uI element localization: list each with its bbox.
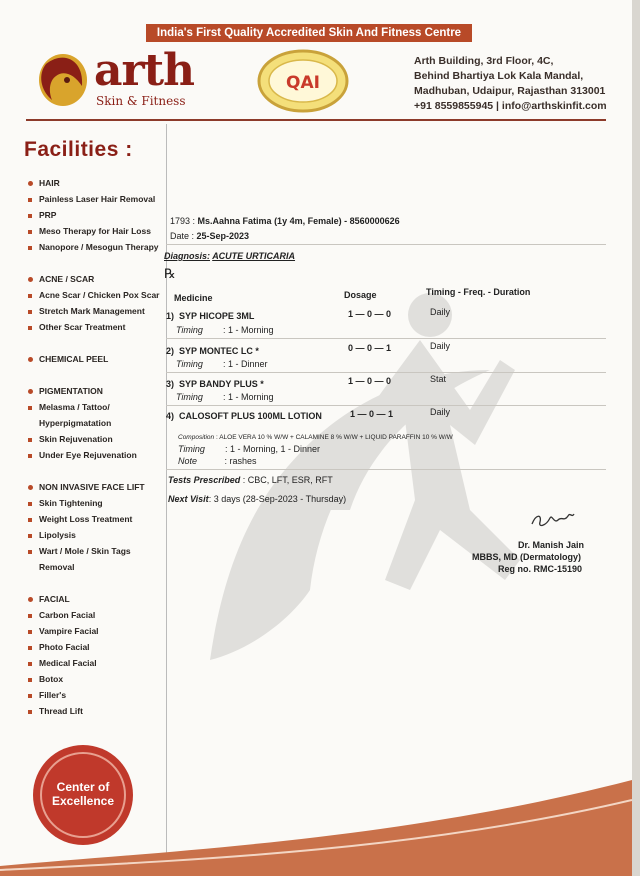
facility-label: Lipolysis (39, 530, 76, 540)
square-bullet-icon (28, 310, 32, 314)
square-bullet-icon (28, 678, 32, 682)
medicine-name: CALOSOFT PLUS 100ML LOTION (179, 411, 322, 421)
section-chemical-peel (28, 354, 108, 364)
composition-label: Composition (178, 434, 215, 441)
medicine-number: 4) (166, 411, 175, 421)
patient-info: 1793 : Ms.Aahna Fatima (1y 4m, Female) - 8560000626 (170, 216, 400, 226)
timing-value: : 1 - Morning, 1 - Dinner (224, 444, 320, 454)
diagnosis (164, 251, 295, 261)
next-visit-value: : 3 days (28-Sep-2023 - Thursday) (208, 494, 347, 504)
facility-label: Wart / Mole / Skin Tags (39, 546, 131, 556)
badge-text (30, 780, 136, 808)
square-bullet-icon (28, 614, 32, 618)
facility-label: Other Scar Treatment (39, 322, 126, 332)
square-bullet-icon (28, 454, 32, 458)
qai-seal-icon (256, 48, 350, 114)
medicine-frequency: Daily (430, 307, 451, 317)
badge-line: Center of (56, 780, 110, 794)
contact-line: +91 8559855945 | info@arthskinfit.com (414, 100, 607, 112)
facility-item-continued (39, 418, 111, 428)
medicine-frequency: Stat (430, 374, 447, 384)
medicine-timing (178, 444, 320, 454)
column-medicine: Medicine (174, 293, 213, 303)
square-bullet-icon (28, 438, 32, 442)
facility-item (28, 530, 76, 540)
timing-label: Timing (176, 359, 203, 369)
brand-logo-subtitle: Skin & Fitness (96, 94, 186, 108)
tests-prescribed (168, 475, 333, 485)
section-label: CHEMICAL PEEL (39, 354, 109, 364)
square-bullet-icon (28, 294, 32, 298)
facility-item (28, 690, 66, 700)
facility-item-continued (39, 562, 74, 572)
facility-label: Nanopore / Mesogun Therapy (39, 242, 159, 252)
facility-label: Skin Rejuvenation (39, 434, 113, 444)
facility-item (28, 642, 90, 652)
square-bullet-icon (28, 710, 32, 714)
medicine-note (178, 456, 257, 466)
medicine-frequency: Daily (430, 341, 451, 351)
square-bullet-icon (28, 246, 32, 250)
medicine-timing (176, 359, 267, 369)
row-divider (166, 469, 606, 470)
facility-label: Vampire Facial (39, 626, 99, 636)
facility-label: Photo Facial (39, 642, 90, 652)
facility-item (28, 658, 97, 668)
medicine-dosage: 1 — 0 — 0 (348, 376, 392, 386)
bullet-icon (28, 485, 33, 490)
medicine-frequency: Daily (430, 407, 451, 417)
tests-label: Tests Prescribed (168, 475, 241, 485)
section-pigmentation (28, 386, 103, 396)
next-visit-label: Next Visit (168, 494, 209, 504)
facility-item (28, 290, 159, 300)
square-bullet-icon (28, 550, 32, 554)
section-facial (28, 594, 70, 604)
address-line: Madhuban, Udaipur, Rajasthan 313001 (414, 85, 606, 97)
medicine-row (166, 411, 322, 421)
facility-label: Melasma / Tattoo/ (39, 402, 110, 412)
section-label: ACNE / SCAR (39, 274, 95, 284)
timing-value: : 1 - Morning (222, 392, 274, 402)
diagnosis-value: ACUTE URTICARIA (212, 251, 296, 261)
brand-logo-text: arth (94, 45, 195, 96)
timing-label: Timing (176, 392, 203, 402)
facilities-sidebar (24, 138, 164, 162)
section-hair (28, 178, 60, 188)
medicine-timing (176, 392, 273, 402)
medicine-name: SYP BANDY PLUS * (179, 379, 264, 389)
header-divider (26, 119, 606, 121)
row-divider (166, 405, 606, 406)
bullet-icon (28, 181, 33, 186)
timing-label: Timing (178, 444, 205, 454)
facility-label: Medical Facial (39, 658, 97, 668)
facility-item (28, 434, 113, 444)
facility-item (28, 450, 137, 460)
section-label: PIGMENTATION (39, 386, 103, 396)
square-bullet-icon (28, 630, 32, 634)
facility-label: Removal (39, 562, 75, 572)
column-timing: Timing - Freq. - Duration (426, 287, 531, 297)
facility-label: Acne Scar / Chicken Pox Scar (39, 290, 160, 300)
facility-label: Thread Lift (39, 706, 83, 716)
facility-item (28, 498, 103, 508)
facility-item (28, 402, 110, 412)
facility-label: Filler's (39, 690, 67, 700)
facility-item (28, 242, 159, 252)
sidebar-divider (166, 124, 167, 854)
square-bullet-icon (28, 662, 32, 666)
facility-label: Under Eye Rejuvenation (39, 450, 137, 460)
date-label: Date (170, 231, 190, 241)
timing-value: : 1 - Dinner (222, 359, 268, 369)
facility-label: Skin Tightening (39, 498, 103, 508)
facilities-title: Facilities : (24, 138, 133, 161)
date-value: 25-Sep-2023 (196, 231, 250, 241)
tests-value: : CBC, LFT, ESR, RFT (242, 475, 333, 485)
medicine-dosage: 1 — 0 — 0 (348, 309, 392, 319)
medicine-row (166, 311, 254, 321)
note-label: Note (178, 456, 198, 466)
facility-item (28, 322, 125, 332)
doctor-degree: MBBS, MD (Dermatology) (472, 552, 582, 562)
square-bullet-icon (28, 326, 32, 330)
facility-item (28, 706, 83, 716)
facility-label: PRP (39, 210, 57, 220)
facility-item (28, 674, 63, 684)
medicine-number: 2) (166, 346, 175, 356)
row-divider (166, 372, 606, 373)
rx-symbol-icon: ℞ (164, 266, 176, 281)
patient-id: 1793 (170, 216, 191, 226)
facility-label: Botox (39, 674, 64, 684)
accreditation-banner: India's First Quality Accredited Skin And Fitness Centre (146, 24, 472, 42)
facility-label: Meso Therapy for Hair Loss (39, 226, 151, 236)
seal-label: QAI (286, 73, 320, 93)
section-face-lift (28, 482, 145, 492)
note-value: : rashes (224, 456, 257, 466)
square-bullet-icon (28, 518, 32, 522)
section-acne-scar (28, 274, 94, 284)
facility-item (28, 210, 56, 220)
square-bullet-icon (28, 502, 32, 506)
section-label: FACIAL (39, 594, 70, 604)
doctor-signature-icon (528, 508, 576, 532)
facility-item (28, 610, 95, 620)
bullet-icon (28, 357, 33, 362)
square-bullet-icon (28, 214, 32, 218)
facility-item (28, 194, 155, 204)
clinic-address (414, 54, 614, 114)
diagnosis-label: Diagnosis: (164, 251, 211, 261)
square-bullet-icon (28, 230, 32, 234)
bullet-icon (28, 597, 33, 602)
row-divider (166, 338, 606, 339)
column-dosage: Dosage (344, 290, 377, 300)
square-bullet-icon (28, 198, 32, 202)
doctor-name: Dr. Manish Jain (518, 540, 585, 550)
badge-line: Excellence (51, 794, 115, 808)
facility-item (28, 514, 132, 524)
medicine-dosage: 0 — 0 — 1 (348, 343, 392, 353)
medicine-timing (176, 325, 273, 335)
timing-value: : 1 - Morning (222, 325, 274, 335)
medicine-dosage: 1 — 0 — 1 (350, 409, 394, 419)
facility-label: Weight Loss Treatment (39, 514, 133, 524)
facility-item (28, 626, 99, 636)
square-bullet-icon (28, 694, 32, 698)
visit-date: Date : 25-Sep-2023 (170, 231, 250, 241)
doctor-registration: Reg no. RMC-15190 (498, 564, 583, 574)
arth-face-logo-icon (34, 50, 92, 108)
patient-name: Ms.Aahna Fatima (1y 4m, Female) - 8560000626 (197, 216, 400, 226)
facility-item (28, 306, 145, 316)
section-label: NON INVASIVE FACE LIFT (39, 482, 145, 492)
medicine-row (166, 379, 264, 389)
patient-divider (166, 244, 606, 245)
timing-label: Timing (176, 325, 203, 335)
medicine-name: SYP HICOPE 3ML (179, 311, 255, 321)
bullet-icon (28, 277, 33, 282)
runner-watermark-icon (170, 260, 570, 680)
facility-label: Hyperpigmatation (39, 418, 112, 428)
medicine-composition (178, 434, 453, 441)
composition-value: : ALOE VERA 10 % W/W + CALAMINE 8 % W/W + LIQUID PARAFFIN 10 % W/W (215, 434, 453, 441)
medicine-number: 3) (166, 379, 175, 389)
address-line: Behind Bhartiya Lok Kala Mandal, (414, 70, 584, 82)
facility-label: Carbon Facial (39, 610, 96, 620)
medicine-row (166, 346, 259, 356)
medicine-name: SYP MONTEC LC * (179, 346, 259, 356)
square-bullet-icon (28, 406, 32, 410)
bullet-icon (28, 389, 33, 394)
address-line: Arth Building, 3rd Floor, 4C, (414, 55, 554, 67)
facility-item (28, 546, 131, 556)
medicine-number: 1) (166, 311, 175, 321)
facility-item (28, 226, 151, 236)
facility-label: Painless Laser Hair Removal (39, 194, 156, 204)
facility-label: Stretch Mark Management (39, 306, 145, 316)
next-visit (168, 494, 346, 504)
square-bullet-icon (28, 646, 32, 650)
section-label: HAIR (39, 178, 60, 188)
square-bullet-icon (28, 534, 32, 538)
